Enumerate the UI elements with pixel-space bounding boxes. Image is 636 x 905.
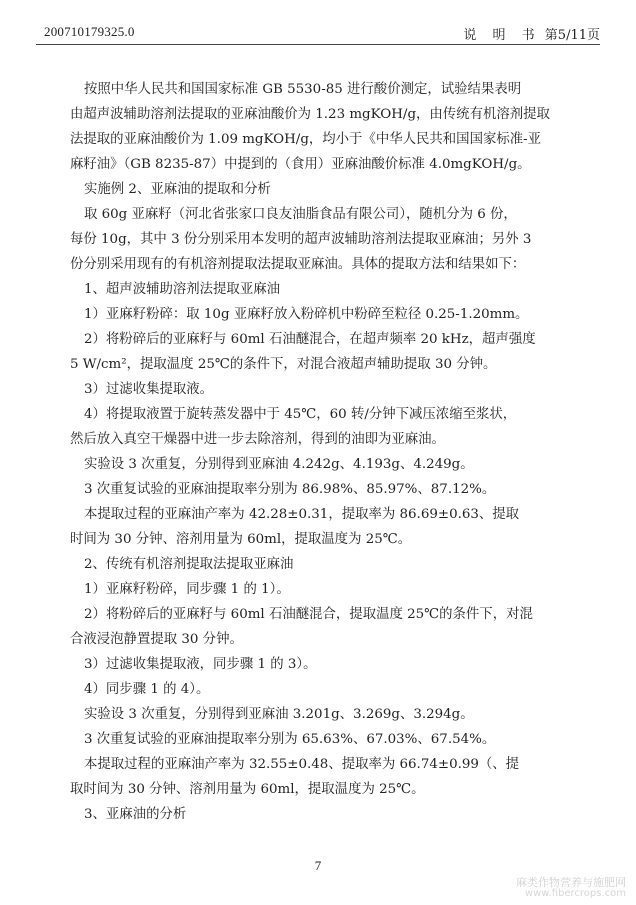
paragraph-line: 取 60g 亚麻籽（河北省张家口良友油脂食品有限公司），随机分为 6 份， bbox=[84, 207, 517, 222]
paragraph-line: 4）将提取液置于旋转蒸发器中于 45℃，60 转/分钟下减压浓缩至浆状， bbox=[84, 407, 517, 422]
paragraph-line: 然后放入真空干燥器中进一步去除溶剂，得到的油即为亚麻油。 bbox=[70, 432, 445, 447]
paragraph-line: 本提取过程的亚麻油产率为 42.28±0.31，提取率为 86.69±0.63、提取 bbox=[84, 507, 520, 522]
paragraph-line: 1）亚麻籽粉碎：取 10g 亚麻籽放入粉碎机中粉碎至粒径 0.25-1.20mm。 bbox=[84, 307, 529, 322]
paragraph-line: 1）亚麻籽粉碎，同步骤 1 的 1）。 bbox=[84, 582, 290, 597]
watermark-site-name: 麻类作物营养与施肥网 bbox=[516, 876, 626, 889]
document-type: 说 明 书 bbox=[463, 28, 541, 43]
page-number: 7 bbox=[314, 858, 322, 873]
paragraph-line: 按照中华人民共和国国家标准 GB 5530-85 进行酸价测定，试验结果表明 bbox=[84, 82, 522, 97]
paragraph-line: 2）将粉碎后的亚麻籽与 60ml 石油醚混合，提取温度 25℃的条件下，对混 bbox=[84, 607, 533, 622]
paragraph-line: 实验设 3 次重复，分别得到亚麻油 4.242g、4.193g、4.249g。 bbox=[84, 457, 474, 472]
watermark-url: www.fibercrops.com bbox=[524, 888, 626, 899]
paragraph-line: 合液浸泡静置提取 30 分钟。 bbox=[70, 632, 243, 647]
paragraph-line: 5 W/cm²，提取温度 25℃的条件下，对混合液超声辅助提取 30 分钟。 bbox=[70, 357, 497, 372]
paragraph-line: 2）将粉碎后的亚麻籽与 60ml 石油醚混合，在超声频率 20 kHz，超声强度 bbox=[84, 332, 536, 347]
paragraph-line: 麻籽油》（GB 8235-87）中提到的（食用）亚麻油酸价标准 4.0mgKOH/g。 bbox=[70, 157, 531, 172]
document-number: 200710179325.0 bbox=[44, 24, 135, 39]
section-heading: 3、亚麻油的分析 bbox=[84, 807, 187, 822]
paragraph-line: 本提取过程的亚麻油产率为 32.55±0.48、提取率为 66.74±0.99（、提 bbox=[84, 757, 520, 772]
paragraph-line: 3 次重复试验的亚麻油提取率分别为 86.98%、85.97%、87.12%。 bbox=[84, 482, 496, 497]
page-info: 第5/11页 bbox=[544, 28, 600, 43]
section-heading: 2、传统有机溶剂提取法提取亚麻油 bbox=[84, 557, 294, 572]
paragraph-line: 法提取的亚麻油酸价为 1.09 mgKOH/g，均小于《中华人民共和国国家标准-亚 bbox=[70, 132, 542, 147]
paragraph-line: 3）过滤收集提取液，同步骤 1 的 3）。 bbox=[84, 657, 317, 672]
watermark bbox=[516, 877, 626, 899]
section-heading: 实施例 2、亚麻油的提取和分析 bbox=[84, 182, 271, 197]
section-heading: 1、超声波辅助溶剂法提取亚麻油 bbox=[84, 282, 280, 297]
paragraph-line: 取时间为 30 分钟、溶剂用量为 60ml，提取温度为 25℃。 bbox=[70, 782, 425, 797]
paragraph-line: 3 次重复试验的亚麻油提取率分别为 65.63%、67.03%、67.54%。 bbox=[84, 732, 496, 747]
paragraph-line: 4）同步骤 1 的 4）。 bbox=[84, 682, 210, 697]
paragraph-line: 每份 10g，其中 3 份分别采用本发明的超声波辅助溶剂法提取亚麻油；另外 3 bbox=[70, 232, 532, 247]
paragraph-line: 3）过滤收集提取液。 bbox=[84, 382, 214, 397]
paragraph-line: 份分别采用现有的有机溶剂提取法提取亚麻油。具体的提取方法和结果如下： bbox=[70, 257, 526, 272]
header-rule bbox=[36, 44, 600, 45]
paragraph-line: 时间为 30 分钟、溶剂用量为 60ml，提取温度为 25℃。 bbox=[70, 532, 412, 547]
header-right bbox=[463, 24, 600, 43]
paragraph-line: 实验设 3 次重复，分别得到亚麻油 3.201g、3.269g、3.294g。 bbox=[84, 707, 474, 722]
paragraph-line: 由超声波辅助溶剂法提取的亚麻油酸价为 1.23 mgKOH/g，由传统有机溶剂提取 bbox=[70, 107, 550, 122]
